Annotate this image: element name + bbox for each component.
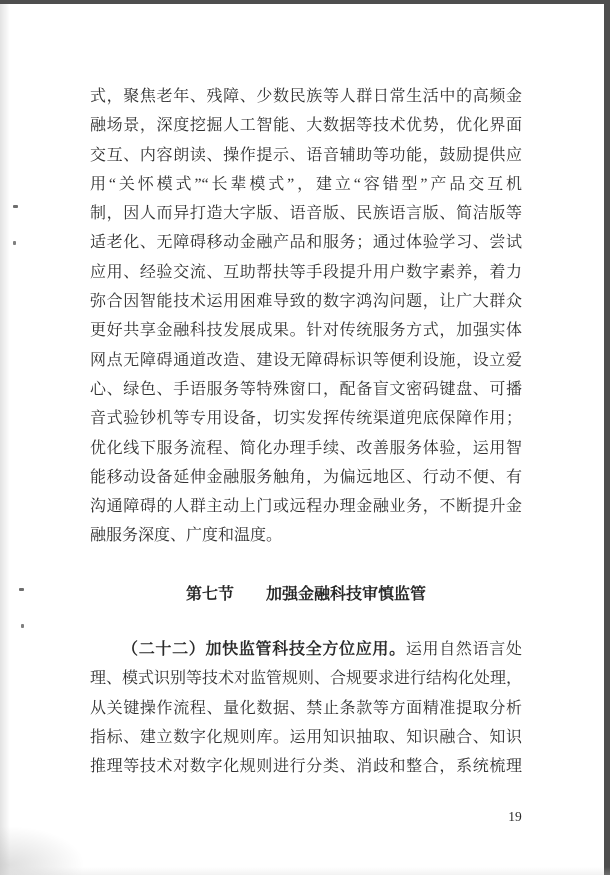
page-number: 19 bbox=[508, 809, 522, 824]
text-line: 更好共享金融科技发展成果。针对传统服务方式，加强实体 bbox=[90, 322, 522, 340]
text-line: 从关键操作流程、量化数据、禁止条款等方面精准提取分析 bbox=[90, 699, 522, 717]
text-line: 适老化、无障碍移动金融产品和服务；通过体验学习、尝试 bbox=[90, 234, 522, 252]
scan-speck bbox=[13, 241, 16, 245]
text-line: 应用、经验交流、互助帮扶等手段提升用户数字素养，着力 bbox=[90, 263, 522, 281]
scan-border-top bbox=[0, 0, 610, 4]
bold-lead-text: （二十二）加快监管科技全方位应用。 bbox=[122, 641, 406, 659]
scan-shadow-bottom bbox=[0, 867, 610, 875]
text-line: 能移动设备延伸金融服务触角，为偏远地区、行动不便、有 bbox=[90, 468, 522, 486]
text-line: 制，因人而异打造大字版、语音版、民族语言版、简洁版等 bbox=[90, 205, 522, 223]
text-line: 沟通障碍的人群主动上门或远程办理金融业务，不断提升金 bbox=[90, 498, 522, 516]
text-line: 推理等技术对数字化规则进行分类、消歧和整合，系统梳理 bbox=[90, 758, 522, 776]
scan-speck bbox=[19, 588, 24, 591]
scan-shadow-left bbox=[0, 4, 10, 875]
text-line: 用“关怀模式”“长辈模式”，建立“容错型”产品交互机 bbox=[90, 175, 522, 193]
text-line: 音式验钞机等专用设备，切实发挥传统渠道兜底保障作用； bbox=[90, 410, 522, 428]
paragraph-item-22 bbox=[90, 635, 522, 781]
text-line: 网点无障碍通道改造、建设无障碍标识等便利设施，设立爱 bbox=[90, 351, 522, 369]
body-text-column bbox=[90, 82, 522, 782]
text-line: （二十二）加快监管科技全方位应用。运用自然语言处 bbox=[122, 641, 522, 659]
text-line: 指标、建立数字化规则库。运用知识抽取、知识融合、知识 bbox=[90, 728, 522, 746]
text-line: 优化线下服务流程、简化办理手续、改善服务体验，运用智 bbox=[90, 439, 522, 457]
text-line: 交互、内容朗读、操作提示、语音辅助等功能，鼓励提供应 bbox=[90, 146, 522, 164]
text-line: 融场景，深度挖掘人工智能、大数据等技术优势，优化界面 bbox=[90, 117, 522, 135]
text-line: 融服务深度、广度和温度。 bbox=[90, 527, 283, 545]
scan-speck bbox=[21, 624, 24, 628]
text-line: 心、绿色、手语服务等特殊窗口，配备盲文密码键盘、可播 bbox=[90, 380, 522, 398]
text-line: 理、模式识别等技术对监管规则、合规要求进行结构化处理， bbox=[90, 670, 523, 688]
section-heading: 第七节 加强金融科技审慎监管 bbox=[185, 585, 426, 603]
scan-speck bbox=[13, 205, 18, 208]
text-line: 式，聚焦老年、残障、少数民族等人群日常生活中的高频金 bbox=[90, 88, 522, 105]
text-line: 弥合因智能技术运用困难导致的数字鸿沟问题，让广大群众 bbox=[90, 293, 522, 311]
paragraph-continuation bbox=[90, 82, 522, 551]
scan-border-right bbox=[604, 0, 610, 875]
